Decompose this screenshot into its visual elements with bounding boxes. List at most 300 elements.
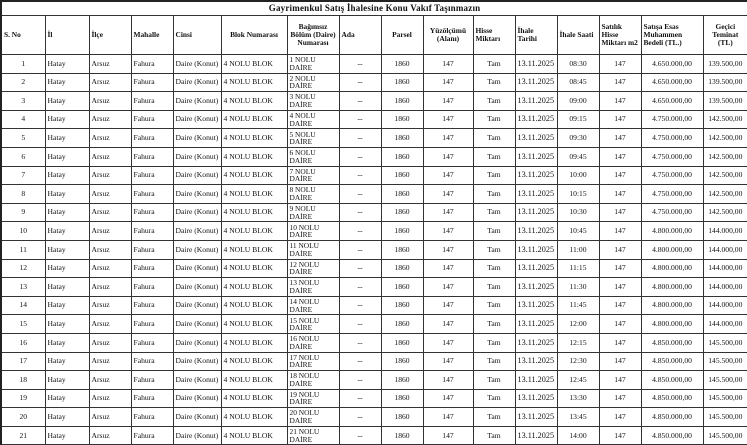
ada-cell: --: [339, 73, 381, 92]
il-cell: Hatay: [45, 185, 89, 204]
bagimsiz-bolum-cell: 7 NOLU DAİRE: [287, 166, 339, 185]
ihale-saati-cell: 10:45: [557, 222, 599, 241]
parsel-cell: 1860: [381, 147, 423, 166]
muhammen-bedel-cell: 4.800.000,00: [641, 222, 703, 241]
mahalle-cell: Fahura: [131, 352, 173, 371]
parsel-cell: 1860: [381, 296, 423, 315]
parsel-cell: 1860: [381, 55, 423, 74]
table-row: [1, 147, 747, 166]
hisse-cell: Tam: [473, 296, 515, 315]
parsel-cell: 1860: [381, 389, 423, 408]
yuzolcumu-cell: 147: [423, 371, 473, 390]
il-cell: Hatay: [45, 73, 89, 92]
yuzolcumu-cell: 147: [423, 278, 473, 297]
row-number: 14: [1, 296, 45, 315]
row-number: 16: [1, 333, 45, 352]
cinsi-cell: Daire (Konut): [173, 166, 221, 185]
blok-cell: 4 NOLU BLOK: [221, 110, 287, 129]
ilce-cell: Arsuz: [89, 352, 131, 371]
cinsi-cell: Daire (Konut): [173, 296, 221, 315]
gecici-teminat-cell: 142.500,00: [703, 203, 747, 222]
satilik-hisse-cell: 147: [599, 73, 641, 92]
satilik-hisse-cell: 147: [599, 259, 641, 278]
il-cell: Hatay: [45, 426, 89, 445]
muhammen-bedel-cell: 4.650.000,00: [641, 92, 703, 111]
ihale-saati-cell: 10:30: [557, 203, 599, 222]
mahalle-cell: Fahura: [131, 73, 173, 92]
parsel-cell: 1860: [381, 222, 423, 241]
satilik-hisse-cell: 147: [599, 296, 641, 315]
satilik-hisse-cell: 147: [599, 147, 641, 166]
ada-cell: --: [339, 315, 381, 334]
header-blok: Blok Numarası: [221, 16, 287, 55]
hisse-cell: Tam: [473, 129, 515, 148]
satilik-hisse-cell: 147: [599, 92, 641, 111]
parsel-cell: 1860: [381, 110, 423, 129]
hisse-cell: Tam: [473, 278, 515, 297]
bagimsiz-bolum-cell: 16 NOLU DAİRE: [287, 333, 339, 352]
row-number: 8: [1, 185, 45, 204]
row-number: 17: [1, 352, 45, 371]
ihale-saati-cell: 09:30: [557, 129, 599, 148]
ada-cell: --: [339, 296, 381, 315]
blok-cell: 4 NOLU BLOK: [221, 166, 287, 185]
row-number: 19: [1, 389, 45, 408]
ihale-tarihi-cell: 13.11.2025: [515, 147, 557, 166]
ihale-tarihi-cell: 13.11.2025: [515, 73, 557, 92]
ilce-cell: Arsuz: [89, 278, 131, 297]
cinsi-cell: Daire (Konut): [173, 315, 221, 334]
ihale-tarihi-cell: 13.11.2025: [515, 185, 557, 204]
hisse-cell: Tam: [473, 259, 515, 278]
ihale-saati-cell: 09:00: [557, 92, 599, 111]
ada-cell: --: [339, 240, 381, 259]
ada-cell: --: [339, 278, 381, 297]
gecici-teminat-cell: 144.000,00: [703, 296, 747, 315]
mahalle-cell: Fahura: [131, 426, 173, 445]
gecici-teminat-cell: 145.500,00: [703, 426, 747, 445]
bagimsiz-bolum-cell: 10 NOLU DAİRE: [287, 222, 339, 241]
row-number: 15: [1, 315, 45, 334]
header-row: [1, 16, 747, 55]
bagimsiz-bolum-cell: 19 NOLU DAİRE: [287, 389, 339, 408]
yuzolcumu-cell: 147: [423, 185, 473, 204]
hisse-cell: Tam: [473, 110, 515, 129]
blok-cell: 4 NOLU BLOK: [221, 278, 287, 297]
mahalle-cell: Fahura: [131, 371, 173, 390]
satilik-hisse-cell: 147: [599, 185, 641, 204]
bagimsiz-bolum-cell: 18 NOLU DAİRE: [287, 371, 339, 390]
ihale-tarihi-cell: 13.11.2025: [515, 426, 557, 445]
bagimsiz-bolum-cell: 9 NOLU DAİRE: [287, 203, 339, 222]
cinsi-cell: Daire (Konut): [173, 73, 221, 92]
cinsi-cell: Daire (Konut): [173, 426, 221, 445]
row-number: 13: [1, 278, 45, 297]
gecici-teminat-cell: 142.500,00: [703, 110, 747, 129]
gecici-teminat-cell: 144.000,00: [703, 278, 747, 297]
mahalle-cell: Fahura: [131, 129, 173, 148]
gecici-teminat-cell: 142.500,00: [703, 129, 747, 148]
mahalle-cell: Fahura: [131, 203, 173, 222]
parsel-cell: 1860: [381, 315, 423, 334]
yuzolcumu-cell: 147: [423, 389, 473, 408]
ilce-cell: Arsuz: [89, 296, 131, 315]
hisse-cell: Tam: [473, 352, 515, 371]
ihale-tarihi-cell: 13.11.2025: [515, 55, 557, 74]
ihale-saati-cell: 12:15: [557, 333, 599, 352]
muhammen-bedel-cell: 4.850.000,00: [641, 352, 703, 371]
blok-cell: 4 NOLU BLOK: [221, 129, 287, 148]
yuzolcumu-cell: 147: [423, 203, 473, 222]
ihale-tarihi-cell: 13.11.2025: [515, 166, 557, 185]
row-number: 10: [1, 222, 45, 241]
table-row: [1, 371, 747, 390]
yuzolcumu-cell: 147: [423, 408, 473, 427]
ilce-cell: Arsuz: [89, 240, 131, 259]
ada-cell: --: [339, 426, 381, 445]
ada-cell: --: [339, 371, 381, 390]
muhammen-bedel-cell: 4.850.000,00: [641, 333, 703, 352]
ilce-cell: Arsuz: [89, 259, 131, 278]
table-row: [1, 278, 747, 297]
table-row: [1, 110, 747, 129]
mahalle-cell: Fahura: [131, 240, 173, 259]
muhammen-bedel-cell: 4.800.000,00: [641, 278, 703, 297]
mahalle-cell: Fahura: [131, 55, 173, 74]
ihale-tarihi-cell: 13.11.2025: [515, 92, 557, 111]
blok-cell: 4 NOLU BLOK: [221, 315, 287, 334]
hisse-cell: Tam: [473, 92, 515, 111]
ihale-tarihi-cell: 13.11.2025: [515, 333, 557, 352]
muhammen-bedel-cell: 4.850.000,00: [641, 408, 703, 427]
ilce-cell: Arsuz: [89, 185, 131, 204]
bagimsiz-bolum-cell: 21 NOLU DAİRE: [287, 426, 339, 445]
blok-cell: 4 NOLU BLOK: [221, 333, 287, 352]
hisse-cell: Tam: [473, 389, 515, 408]
blok-cell: 4 NOLU BLOK: [221, 240, 287, 259]
table-row: [1, 408, 747, 427]
gecici-teminat-cell: 144.000,00: [703, 222, 747, 241]
parsel-cell: 1860: [381, 333, 423, 352]
ada-cell: --: [339, 203, 381, 222]
ada-cell: --: [339, 166, 381, 185]
il-cell: Hatay: [45, 389, 89, 408]
ihale-saati-cell: 12:00: [557, 315, 599, 334]
ada-cell: --: [339, 110, 381, 129]
mahalle-cell: Fahura: [131, 389, 173, 408]
muhammen-bedel-cell: 4.750.000,00: [641, 185, 703, 204]
ada-cell: --: [339, 55, 381, 74]
ada-cell: --: [339, 185, 381, 204]
parsel-cell: 1860: [381, 259, 423, 278]
header-satilik-hisse: Satılık Hisse Miktarı m2: [599, 16, 641, 55]
il-cell: Hatay: [45, 147, 89, 166]
yuzolcumu-cell: 147: [423, 110, 473, 129]
bagimsiz-bolum-cell: 14 NOLU DAİRE: [287, 296, 339, 315]
satilik-hisse-cell: 147: [599, 315, 641, 334]
satilik-hisse-cell: 147: [599, 222, 641, 241]
cinsi-cell: Daire (Konut): [173, 371, 221, 390]
muhammen-bedel-cell: 4.800.000,00: [641, 240, 703, 259]
blok-cell: 4 NOLU BLOK: [221, 389, 287, 408]
ilce-cell: Arsuz: [89, 203, 131, 222]
yuzolcumu-cell: 147: [423, 333, 473, 352]
bagimsiz-bolum-cell: 13 NOLU DAİRE: [287, 278, 339, 297]
hisse-cell: Tam: [473, 73, 515, 92]
gecici-teminat-cell: 145.500,00: [703, 408, 747, 427]
ihale-saati-cell: 11:45: [557, 296, 599, 315]
mahalle-cell: Fahura: [131, 147, 173, 166]
ada-cell: --: [339, 259, 381, 278]
mahalle-cell: Fahura: [131, 278, 173, 297]
parsel-cell: 1860: [381, 371, 423, 390]
cinsi-cell: Daire (Konut): [173, 352, 221, 371]
ada-cell: --: [339, 389, 381, 408]
satilik-hisse-cell: 147: [599, 426, 641, 445]
muhammen-bedel-cell: 4.750.000,00: [641, 203, 703, 222]
blok-cell: 4 NOLU BLOK: [221, 92, 287, 111]
cinsi-cell: Daire (Konut): [173, 92, 221, 111]
parsel-cell: 1860: [381, 426, 423, 445]
header-ihale-tarihi: İhale Tarihi: [515, 16, 557, 55]
table-row: [1, 73, 747, 92]
cinsi-cell: Daire (Konut): [173, 222, 221, 241]
table-row: [1, 315, 747, 334]
bagimsiz-bolum-cell: 2 NOLU DAİRE: [287, 73, 339, 92]
table-row: [1, 222, 747, 241]
ihale-saati-cell: 13:30: [557, 389, 599, 408]
ihale-tarihi-cell: 13.11.2025: [515, 315, 557, 334]
header-muhammen-bedel: Satışa Esas Muhammen Bedeli (TL.): [641, 16, 703, 55]
blok-cell: 4 NOLU BLOK: [221, 371, 287, 390]
hisse-cell: Tam: [473, 166, 515, 185]
gecici-teminat-cell: 144.000,00: [703, 240, 747, 259]
gecici-teminat-cell: 139.500,00: [703, 55, 747, 74]
mahalle-cell: Fahura: [131, 166, 173, 185]
table-body: [1, 55, 747, 445]
ihale-tarihi-cell: 13.11.2025: [515, 352, 557, 371]
ihale-saati-cell: 14:00: [557, 426, 599, 445]
gecici-teminat-cell: 142.500,00: [703, 185, 747, 204]
cinsi-cell: Daire (Konut): [173, 333, 221, 352]
bagimsiz-bolum-cell: 20 NOLU DAİRE: [287, 408, 339, 427]
table-row: [1, 185, 747, 204]
il-cell: Hatay: [45, 371, 89, 390]
muhammen-bedel-cell: 4.750.000,00: [641, 110, 703, 129]
hisse-cell: Tam: [473, 185, 515, 204]
mahalle-cell: Fahura: [131, 222, 173, 241]
il-cell: Hatay: [45, 110, 89, 129]
bagimsiz-bolum-cell: 6 NOLU DAİRE: [287, 147, 339, 166]
blok-cell: 4 NOLU BLOK: [221, 73, 287, 92]
table-row: [1, 129, 747, 148]
parsel-cell: 1860: [381, 92, 423, 111]
parsel-cell: 1860: [381, 240, 423, 259]
il-cell: Hatay: [45, 92, 89, 111]
title-row: [1, 1, 747, 16]
table-row: [1, 333, 747, 352]
row-number: 11: [1, 240, 45, 259]
cinsi-cell: Daire (Konut): [173, 129, 221, 148]
yuzolcumu-cell: 147: [423, 92, 473, 111]
hisse-cell: Tam: [473, 426, 515, 445]
yuzolcumu-cell: 147: [423, 55, 473, 74]
table-row: [1, 389, 747, 408]
muhammen-bedel-cell: 4.750.000,00: [641, 129, 703, 148]
hisse-cell: Tam: [473, 371, 515, 390]
ihale-tarihi-cell: 13.11.2025: [515, 389, 557, 408]
ilce-cell: Arsuz: [89, 222, 131, 241]
gecici-teminat-cell: 145.500,00: [703, 333, 747, 352]
muhammen-bedel-cell: 4.650.000,00: [641, 55, 703, 74]
muhammen-bedel-cell: 4.850.000,00: [641, 426, 703, 445]
ilce-cell: Arsuz: [89, 315, 131, 334]
ihale-tarihi-cell: 13.11.2025: [515, 203, 557, 222]
muhammen-bedel-cell: 4.750.000,00: [641, 147, 703, 166]
gecici-teminat-cell: 144.000,00: [703, 315, 747, 334]
mahalle-cell: Fahura: [131, 296, 173, 315]
ihale-tarihi-cell: 13.11.2025: [515, 222, 557, 241]
ilce-cell: Arsuz: [89, 73, 131, 92]
ilce-cell: Arsuz: [89, 129, 131, 148]
ihale-saati-cell: 10:00: [557, 166, 599, 185]
bagimsiz-bolum-cell: 11 NOLU DAİRE: [287, 240, 339, 259]
satilik-hisse-cell: 147: [599, 278, 641, 297]
header-yuzolcumu: Yüzölçümü (Alanı): [423, 16, 473, 55]
il-cell: Hatay: [45, 166, 89, 185]
muhammen-bedel-cell: 4.650.000,00: [641, 73, 703, 92]
ada-cell: --: [339, 92, 381, 111]
blok-cell: 4 NOLU BLOK: [221, 147, 287, 166]
hisse-cell: Tam: [473, 315, 515, 334]
ilce-cell: Arsuz: [89, 166, 131, 185]
parsel-cell: 1860: [381, 73, 423, 92]
mahalle-cell: Fahura: [131, 315, 173, 334]
mahalle-cell: Fahura: [131, 92, 173, 111]
yuzolcumu-cell: 147: [423, 259, 473, 278]
ilce-cell: Arsuz: [89, 426, 131, 445]
blok-cell: 4 NOLU BLOK: [221, 203, 287, 222]
bagimsiz-bolum-cell: 1 NOLU DAİRE: [287, 55, 339, 74]
il-cell: Hatay: [45, 129, 89, 148]
parsel-cell: 1860: [381, 352, 423, 371]
header-ihale-saati: İhale Saati: [557, 16, 599, 55]
table-row: [1, 240, 747, 259]
table-row: [1, 259, 747, 278]
muhammen-bedel-cell: 4.750.000,00: [641, 166, 703, 185]
il-cell: Hatay: [45, 222, 89, 241]
cinsi-cell: Daire (Konut): [173, 55, 221, 74]
ihale-tarihi-cell: 13.11.2025: [515, 408, 557, 427]
header-gecici-teminat: Geçici Teminat (TL): [703, 16, 747, 55]
gecici-teminat-cell: 142.500,00: [703, 166, 747, 185]
gecici-teminat-cell: 145.500,00: [703, 371, 747, 390]
ihale-saati-cell: 10:15: [557, 185, 599, 204]
hisse-cell: Tam: [473, 147, 515, 166]
bagimsiz-bolum-cell: 17 NOLU DAİRE: [287, 352, 339, 371]
blok-cell: 4 NOLU BLOK: [221, 296, 287, 315]
table-row: [1, 426, 747, 445]
cinsi-cell: Daire (Konut): [173, 259, 221, 278]
row-number: 4: [1, 110, 45, 129]
cinsi-cell: Daire (Konut): [173, 185, 221, 204]
il-cell: Hatay: [45, 408, 89, 427]
blok-cell: 4 NOLU BLOK: [221, 426, 287, 445]
gecici-teminat-cell: 145.500,00: [703, 352, 747, 371]
il-cell: Hatay: [45, 352, 89, 371]
bagimsiz-bolum-cell: 15 NOLU DAİRE: [287, 315, 339, 334]
header-ada: Ada: [339, 16, 381, 55]
table-title: Gayrimenkul Satış İhalesine Konu Vakıf Taşınmazın: [1, 1, 747, 16]
header-mahalle: Mahalle: [131, 16, 173, 55]
row-number: 20: [1, 408, 45, 427]
ihale-saati-cell: 11:15: [557, 259, 599, 278]
satilik-hisse-cell: 147: [599, 55, 641, 74]
header-cinsi: Cinsi: [173, 16, 221, 55]
satilik-hisse-cell: 147: [599, 408, 641, 427]
ihale-saati-cell: 11:30: [557, 278, 599, 297]
ihale-saati-cell: 08:45: [557, 73, 599, 92]
yuzolcumu-cell: 147: [423, 147, 473, 166]
table-row: [1, 92, 747, 111]
bagimsiz-bolum-cell: 3 NOLU DAİRE: [287, 92, 339, 111]
hisse-cell: Tam: [473, 333, 515, 352]
cinsi-cell: Daire (Konut): [173, 240, 221, 259]
mahalle-cell: Fahura: [131, 259, 173, 278]
satilik-hisse-cell: 147: [599, 333, 641, 352]
ihale-saati-cell: 08:30: [557, 55, 599, 74]
ada-cell: --: [339, 352, 381, 371]
parsel-cell: 1860: [381, 166, 423, 185]
il-cell: Hatay: [45, 315, 89, 334]
bagimsiz-bolum-cell: 8 NOLU DAİRE: [287, 185, 339, 204]
ilce-cell: Arsuz: [89, 408, 131, 427]
row-number: 5: [1, 129, 45, 148]
cinsi-cell: Daire (Konut): [173, 147, 221, 166]
parsel-cell: 1860: [381, 129, 423, 148]
satilik-hisse-cell: 147: [599, 166, 641, 185]
gecici-teminat-cell: 139.500,00: [703, 92, 747, 111]
ilce-cell: Arsuz: [89, 333, 131, 352]
ilce-cell: Arsuz: [89, 55, 131, 74]
header-hisse: Hisse Miktarı: [473, 16, 515, 55]
muhammen-bedel-cell: 4.800.000,00: [641, 315, 703, 334]
bagimsiz-bolum-cell: 12 NOLU DAİRE: [287, 259, 339, 278]
satilik-hisse-cell: 147: [599, 389, 641, 408]
mahalle-cell: Fahura: [131, 408, 173, 427]
ihale-tarihi-cell: 13.11.2025: [515, 371, 557, 390]
ada-cell: --: [339, 147, 381, 166]
table-row: [1, 296, 747, 315]
ada-cell: --: [339, 408, 381, 427]
ihale-saati-cell: 11:00: [557, 240, 599, 259]
gecici-teminat-cell: 145.500,00: [703, 389, 747, 408]
cinsi-cell: Daire (Konut): [173, 278, 221, 297]
gecici-teminat-cell: 139.500,00: [703, 73, 747, 92]
parsel-cell: 1860: [381, 278, 423, 297]
bagimsiz-bolum-cell: 5 NOLU DAİRE: [287, 129, 339, 148]
blok-cell: 4 NOLU BLOK: [221, 55, 287, 74]
ilce-cell: Arsuz: [89, 147, 131, 166]
yuzolcumu-cell: 147: [423, 240, 473, 259]
hisse-cell: Tam: [473, 240, 515, 259]
cinsi-cell: Daire (Konut): [173, 389, 221, 408]
row-number: 7: [1, 166, 45, 185]
mahalle-cell: Fahura: [131, 185, 173, 204]
satilik-hisse-cell: 147: [599, 240, 641, 259]
satilik-hisse-cell: 147: [599, 203, 641, 222]
table-row: [1, 352, 747, 371]
